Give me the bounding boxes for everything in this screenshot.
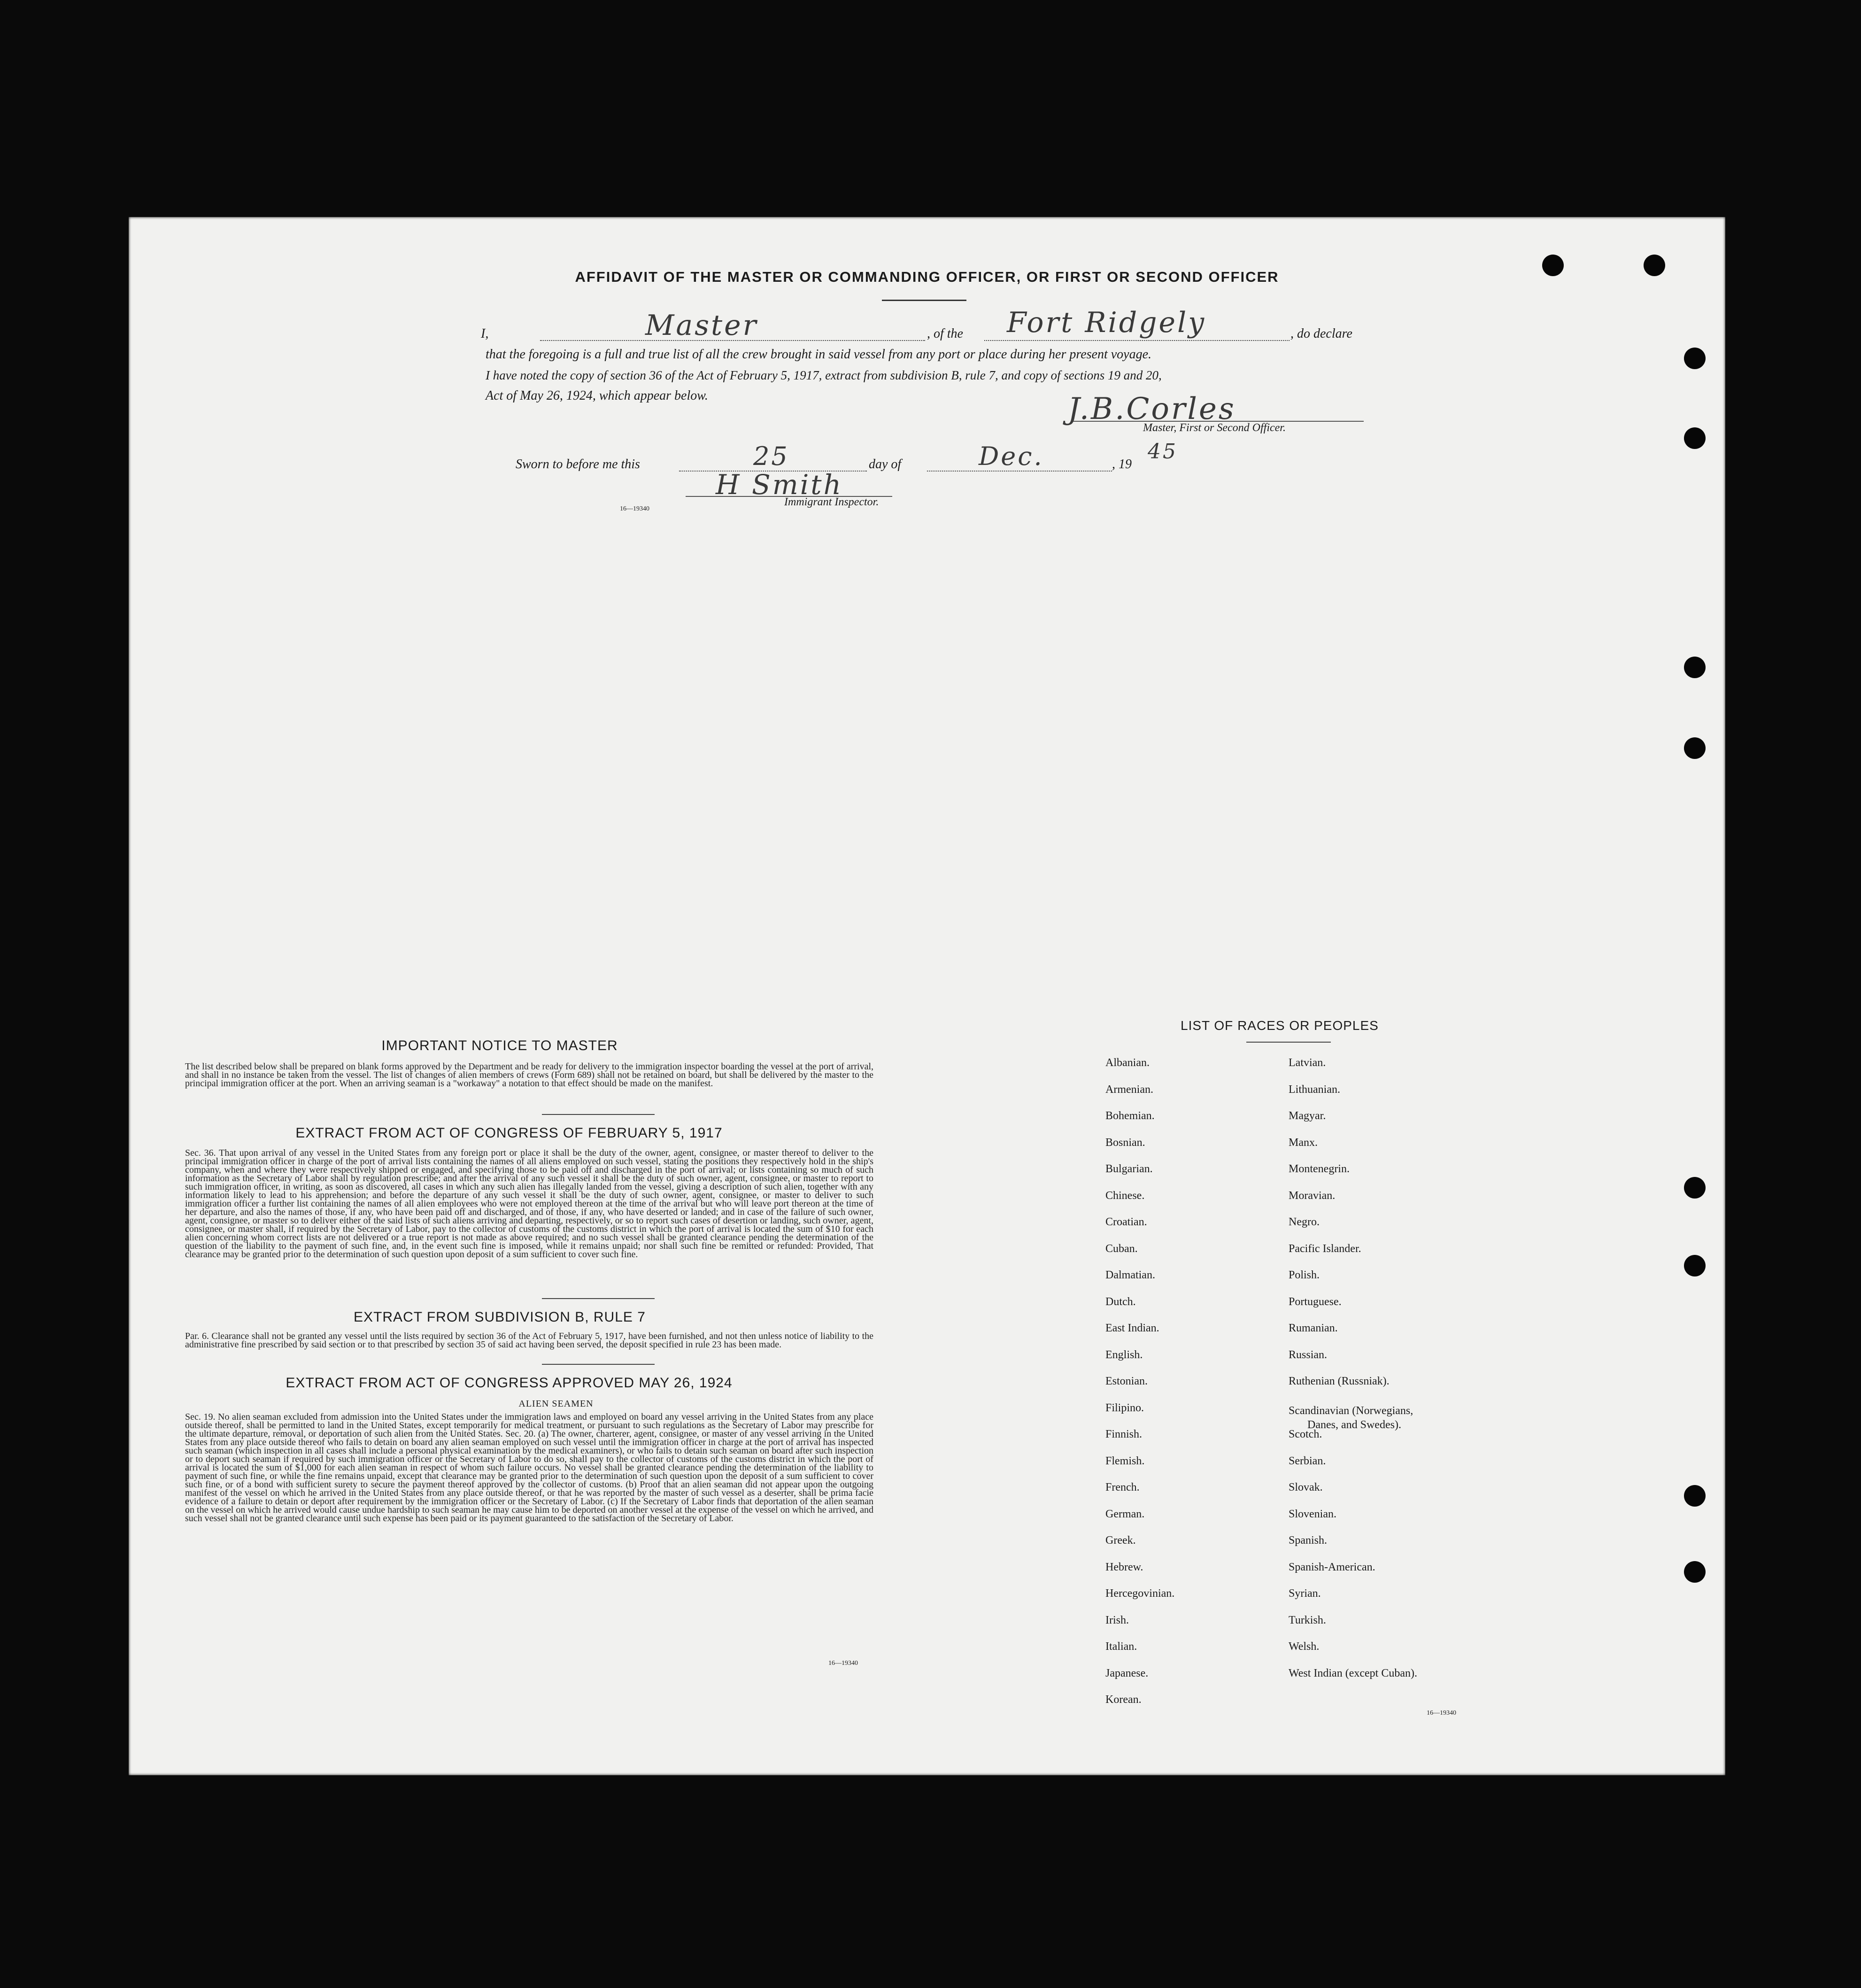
punch-hole	[1684, 1255, 1706, 1276]
race-item: Turkish.	[1289, 1614, 1326, 1626]
race-item: Hercegovinian.	[1105, 1587, 1175, 1600]
race-item: Lithuanian.	[1289, 1083, 1340, 1096]
race-item: Syrian.	[1289, 1587, 1321, 1600]
race-item: Hebrew.	[1105, 1561, 1143, 1573]
year-handwritten: 45	[1148, 440, 1178, 464]
i-label: I,	[481, 326, 489, 341]
race-item: Bohemian.	[1105, 1110, 1155, 1122]
day-handwritten: 25	[753, 441, 789, 471]
punch-hole	[1684, 427, 1706, 449]
master-signature: J.B.Corles	[1068, 392, 1236, 426]
race-item: German.	[1105, 1508, 1145, 1520]
month-handwritten: Dec.	[979, 441, 1044, 471]
section-divider	[542, 1364, 655, 1365]
race-item: Finnish.	[1105, 1428, 1143, 1440]
race-item: Scotch.	[1289, 1428, 1322, 1440]
race-item: West Indian (except Cuban).	[1289, 1667, 1417, 1679]
affidavit-line-2: that the foregoing is a full and true list of all the crew brought in said vessel from any port or place during her present voyage.	[486, 347, 1152, 362]
race-item: Serbian.	[1289, 1454, 1326, 1467]
of-the-label: , of the	[927, 326, 963, 341]
notice-title: IMPORTANT NOTICE TO MASTER	[381, 1038, 618, 1053]
race-item: Welsh.	[1289, 1640, 1320, 1653]
race-item: Chinese.	[1105, 1189, 1145, 1202]
race-item: Dutch.	[1105, 1295, 1136, 1308]
extract-1917-text: Sec. 36. That upon arrival of any vessel in the United States from any foreign port or place it shall be the duty of the owner, agent, consignee, or master thereof to deliver to the principal immigration officer in charge of the port of arrival lists containing the names of all aliens employed on such vessel, stating the positions they respectively hold in the ship's company, when and where they were respectively shipped or engaged, and specifying those to be paid off and discharged in the port of arrival; or lists containing so much of such information as the Secretary of Labor shall by regulation prescribe; and after the arrival of any such vessel it shall be the duty of such owner, agent, consignee, or master to report to such immigration officer, in writing, as soon as discovered, all cases in which any such alien has illegally landed from the vessel, giving a description of such alien, together with any information likely to lead to his apprehension; and before the departure of any such vessel it shall be the duty of such owner, agent, consignee, or master to deliver to such immigration officer a further list containing the names of all alien employees who were not employed thereon at the time of the arrival but who will leave port thereon at the time of her departure, and also the names of those, if any, who have been paid off and discharged, and of those, if any, who have deserted or landed; and in case of the failure of such owner, agent, consignee, or master so to deliver either of the said lists of such aliens arriving and departing, respectively, or so to report such cases of desertion or landing, such owner, agent, consignee, or master shall, if required by the Secretary of Labor, pay to the collector of customs of the customs district in which the port of arrival is located the sum of $10 for each alien concerning whom correct lists are not delivered or a true report is not made as above required; and no such vessel shall be granted clearance pending the determination of the question of the liability to the payment of such fine, and, in the event such fine is imposed, while it remains unpaid; nor shall such fine be remitted or refunded: Provided, That clearance may be granted prior to the determination of such question upon deposit of a sum sufficient to cover such fine.	[185, 1148, 873, 1260]
race-item: Irish.	[1105, 1614, 1129, 1626]
race-item: Bulgarian.	[1105, 1163, 1153, 1175]
form-number: 16—19340	[1427, 1710, 1456, 1717]
title-divider	[882, 300, 966, 301]
race-item: Japanese.	[1105, 1667, 1149, 1679]
race-item: Croatian.	[1105, 1216, 1147, 1228]
section-divider	[1246, 1042, 1331, 1043]
race-item: Latvian.	[1289, 1057, 1326, 1069]
race-item: Portuguese.	[1289, 1295, 1342, 1308]
affidavit-line-3: I have noted the copy of section 36 of the Act of February 5, 1917, extract from subdivision B, rule 7, and copy of sections 19 and 20,	[486, 368, 1162, 382]
race-item: Bosnian.	[1105, 1136, 1145, 1149]
punch-hole	[1684, 348, 1706, 369]
extract-rule7-title: EXTRACT FROM SUBDIVISION B, RULE 7	[354, 1309, 646, 1325]
extract-rule7-text: Par. 6. Clearance shall not be granted any vessel until the lists required by section 36 of the Act of February 5, 1917, have been furnished, and not then unless notice of liability to the administrative fine prescribed by said section or to that prescribed by section 35 of said act having been served, the deposit specified in rule 23 has been made.	[185, 1331, 873, 1350]
race-item: Dalmatian.	[1105, 1269, 1155, 1281]
inspector-signature: H Smith	[716, 469, 843, 501]
sworn-label: Sworn to before me this	[516, 457, 640, 472]
race-item: Pacific Islander.	[1289, 1242, 1361, 1255]
punch-hole	[1684, 1561, 1706, 1583]
race-item: Cuban.	[1105, 1242, 1138, 1255]
race-item: Polish.	[1289, 1269, 1320, 1281]
punch-hole	[1684, 1177, 1706, 1199]
section-divider	[542, 1298, 655, 1299]
affidavit-title: AFFIDAVIT OF THE MASTER OR COMMANDING OFFICER, OR FIRST OR SECOND OFFICER	[575, 269, 1279, 285]
race-item: Manx.	[1289, 1136, 1318, 1149]
races-title: LIST OF RACES OR PEOPLES	[1181, 1018, 1379, 1033]
section-divider	[542, 1114, 655, 1115]
extract-1924-title: EXTRACT FROM ACT OF CONGRESS APPROVED MAY 26, 1924	[286, 1375, 733, 1391]
race-item: East Indian.	[1105, 1322, 1159, 1334]
document-page	[129, 217, 1725, 1775]
race-item: Spanish-American.	[1289, 1561, 1375, 1573]
signature-label: Master, First or Second Officer.	[1143, 422, 1286, 434]
race-item: Flemish.	[1105, 1454, 1145, 1467]
race-item: Magyar.	[1289, 1110, 1326, 1122]
vessel-field-line	[984, 340, 1290, 341]
vessel-name-handwritten: Fort Ridgely	[1007, 306, 1206, 339]
race-item: Moravian.	[1289, 1189, 1336, 1202]
punch-hole	[1684, 737, 1706, 759]
form-number: 16—19340	[620, 505, 649, 512]
race-item: English.	[1105, 1348, 1143, 1361]
race-item: Montenegrin.	[1289, 1163, 1350, 1175]
race-item: Albanian.	[1105, 1057, 1150, 1069]
race-item: Italian.	[1105, 1640, 1137, 1653]
do-declare-label: , do declare	[1290, 326, 1352, 341]
extract-1924-subtitle: ALIEN SEAMEN	[518, 1399, 594, 1409]
race-item: Armenian.	[1105, 1083, 1153, 1096]
master-handwritten: Master	[645, 309, 758, 342]
race-item: Rumanian.	[1289, 1322, 1338, 1334]
race-item: Greek.	[1105, 1534, 1136, 1547]
race-item: Ruthenian (Russniak).	[1289, 1375, 1390, 1387]
race-item: Russian.	[1289, 1348, 1328, 1361]
day-of-label: day of	[869, 457, 902, 472]
race-item: French.	[1105, 1481, 1140, 1493]
race-item: Filipino.	[1105, 1401, 1144, 1414]
race-item: Spanish.	[1289, 1534, 1328, 1547]
notice-text: The list described below shall be prepared on blank forms approved by the Department and be ready for delivery to the immigration inspector boarding the vessel at the port of arrival, and shall in no instance be taken from the vessel. The list of changes of alien members of crews (Form 689) shall not be retained on board, but shall be delivered by the master to the principal immigration officer at the port. When an arriving seaman is a "workaway" a notation to that effect should be made on the manifest.	[185, 1061, 873, 1089]
race-item: Danes, and Swedes).	[1307, 1418, 1401, 1431]
punch-hole	[1684, 657, 1706, 678]
race-item: Negro.	[1289, 1216, 1320, 1228]
race-item: Estonian.	[1105, 1375, 1148, 1387]
race-item: Scandinavian (Norwegians,	[1289, 1404, 1413, 1417]
punch-hole	[1684, 1485, 1706, 1507]
affidavit-line-4: Act of May 26, 1924, which appear below.	[486, 388, 708, 403]
year-prefix: , 19	[1112, 457, 1132, 472]
extract-1917-title: EXTRACT FROM ACT OF CONGRESS OF FEBRUARY 5, 1917	[295, 1125, 723, 1141]
inspector-label: Immigrant Inspector.	[784, 496, 879, 508]
race-item: Slovenian.	[1289, 1508, 1336, 1520]
race-item: Korean.	[1105, 1694, 1142, 1706]
form-number: 16—19340	[828, 1660, 858, 1667]
race-item: Slovak.	[1289, 1481, 1323, 1493]
extract-1924-text: Sec. 19. No alien seaman excluded from admission into the United States under the immigration laws and employed on board any vessel arriving in the United States from any place outside thereof, shall be permitted to land in the United States, except temporarily for medical treatment, or pursuant to such regulations as the Secretary of Labor may prescribe for the ultimate departure, removal, or deportation of such alien from the United States. Sec. 20. (a) The owner, charterer, agent, consignee, or master of any vessel arriving in the United States from any place outside thereof who fails to detain on board any alien seaman employed on such vessel until the immigration officer in charge at the port of arrival has inspected such seaman (which inspection in all cases shall include a personal physical examination by the medical examiners), or who fails to detain such seaman on board after such inspection or to deport such seaman if required by such immigration officer or the Secretary of Labor to do so, shall pay to the collector of customs of the customs district in which the port of arrival is located the sum of $1,000 for each alien seaman in respect of whom such failure occurs. No vessel shall be granted clearance pending the determination of the liability to payment of such fine, or while the fine remains unpaid, except that clearance may be granted prior to the determination of such question upon the deposit of a sum sufficient to cover such fine, or of a bond with sufficient surety to secure the payment thereof approved by the collector of customs. (b) Proof that an alien seaman did not appear upon the outgoing manifest of the vessel on which he arrived in the United States from any place outside thereof, or that he was reported by the master of such vessel as a deserter, shall be prima facie evidence of a failure to detain or deport after requirement by the immigration officer or the Secretary of Labor. (c) If the Secretary of Labor finds that deportation of the alien seaman on the vessel on which he arrived would cause undue hardship to such seaman he may cause him to be deported on another vessel at the expense of the vessel on which he arrived, and such vessel shall not be granted clearance until such expense has been paid or its payment guaranteed to the satisfaction of the Secretary of Labor.	[185, 1412, 873, 1524]
